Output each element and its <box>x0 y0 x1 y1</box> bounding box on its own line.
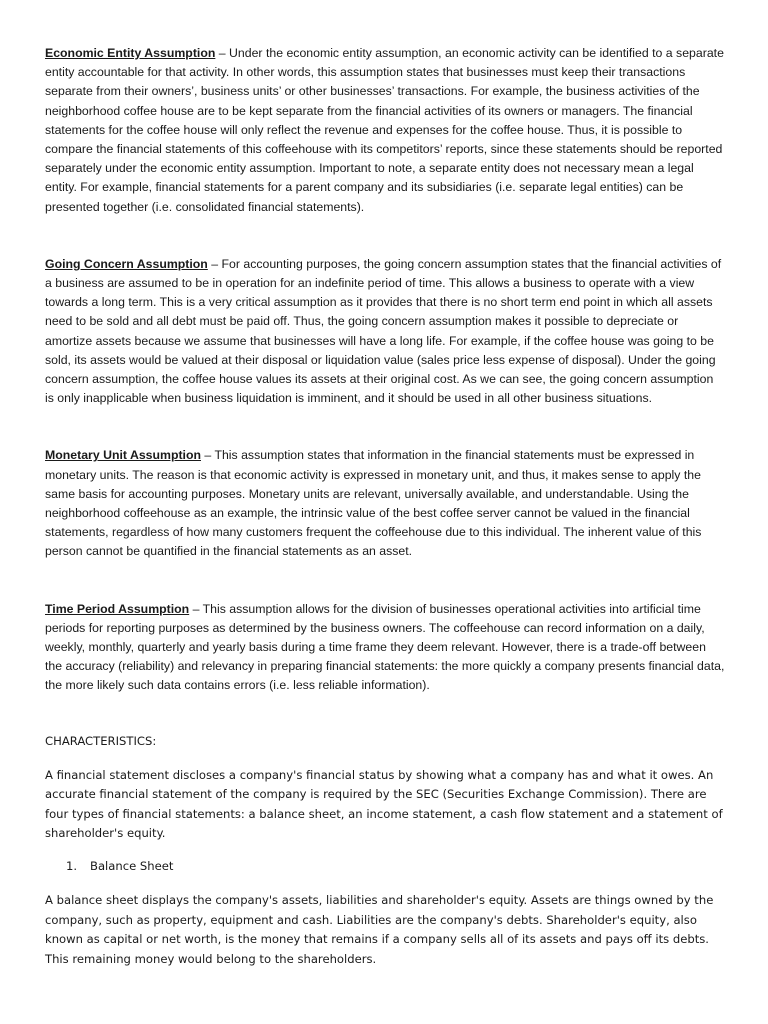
list-label: Balance Sheet <box>90 859 174 874</box>
monetary-unit-paragraph <box>45 446 725 561</box>
characteristics-heading: CHARACTERISTICS: <box>45 733 157 748</box>
time-period-term: Time Period Assumption <box>45 601 190 616</box>
going-concern-term: Going Concern Assumption <box>45 256 208 271</box>
economic-entity-text: – Under the economic entity assumption, an economic activity can be identified to a separate entity accountable for that activity. In other words, this assumption states that businesses must keep their transactions separate from their owners’, business units’ or other businesses’ transactions. For example, the business activities of the neighborhood coffee house are to be kept separate from the financial activities of its owners or managers. The financial statements for the coffee house will only reflect the revenue and expenses for the coffee house. Thus, it is possible to compare the financial statements of this coffeehouse with its competitors’ reports, since these statements should be reported separately under the economic entity assumption. Important to note, a separate entity does not necessary mean a legal entity. For example, financial statements for a parent company and its subsidiaries (i.e. separate legal entities) can be presented together (i.e. consolidated financial statements). <box>45 46 724 214</box>
going-concern-text: – For accounting purposes, the going concern assumption states that the financial activities of a business are assumed to be in operation for an indefinite period of time. This allows a business to operate with a view towards a long term. This is a very critical assumption as it provides that there is no short term end point in which all assets need to be sold and all debt must be paid off. Thus, the going concern assumption makes it possible to depreciate or amortize assets because we assume that businesses will have a long life. For example, if the coffee house was going to be sold, its assets would be valued at their disposal or liquidation value (sales price less expense of disposal). Under the going concern assumption, the coffee house values its assets at their original cost. As we can see, the going concern assumption is only inapplicable when business liquidation is imminent, and it should be used in all other business situations. <box>45 256 722 406</box>
list-item-balance-sheet <box>45 858 725 874</box>
time-period-paragraph <box>45 600 725 696</box>
monetary-unit-text: – This assumption states that information in the financial statements must be expressed in monetary units. The reason is that economic activity is expressed in monetary unit, and thus, it makes sense to apply the same basis for accounting purposes. Monetary units are relevant, universally available, and understandable. Using the neighborhood coffeehouse as an example, the intrinsic value of the best coffee server cannot be valued in the financial statements, regardless of how many customers frequent the coffeehouse due to this individual. The inherent value of this person cannot be quantified in the financial statements as an asset. <box>45 448 702 559</box>
going-concern-paragraph <box>45 255 725 409</box>
time-period-text: – This assumption allows for the division of businesses operational activities into artificial time periods for reporting purposes as determined by the business owners. The coffeehouse can record information on a daily, weekly, monthly, quarterly and yearly basis during a time frame they deem relevant. However, there is a trade-off between the accuracy (reliability) and relevancy in preparing financial statements: the more quickly a company presents financial data, the more likely such data contains errors (i.e. less reliable information). <box>45 601 725 693</box>
balance-sheet-paragraph: A balance sheet displays the company's assets, liabilities and shareholder's equity. Assets are things owned by the company, such as property, equipment and cash. Liabilities are the company's debts. Shareholder's equity, also known as capital or net worth, is the money that remains if a company sells all of its assets and pays off its debts. This remaining money would belong to the shareholders. <box>45 893 714 966</box>
economic-entity-term: Economic Entity Assumption <box>45 46 216 60</box>
characteristics-intro: A financial statement discloses a company's financial status by showing what a company has and what it owes. An accurate financial statement of the company is required by the SEC (Securities Exchange Commission). There are four types of financial statements: a balance sheet, an income statement, a cash flow statement and a statement of shareholder's equity. <box>45 767 723 841</box>
monetary-unit-term: Monetary Unit Assumption <box>45 448 201 463</box>
economic-entity-paragraph <box>45 44 725 217</box>
document-page <box>45 44 725 969</box>
list-number: 1. <box>66 859 78 874</box>
